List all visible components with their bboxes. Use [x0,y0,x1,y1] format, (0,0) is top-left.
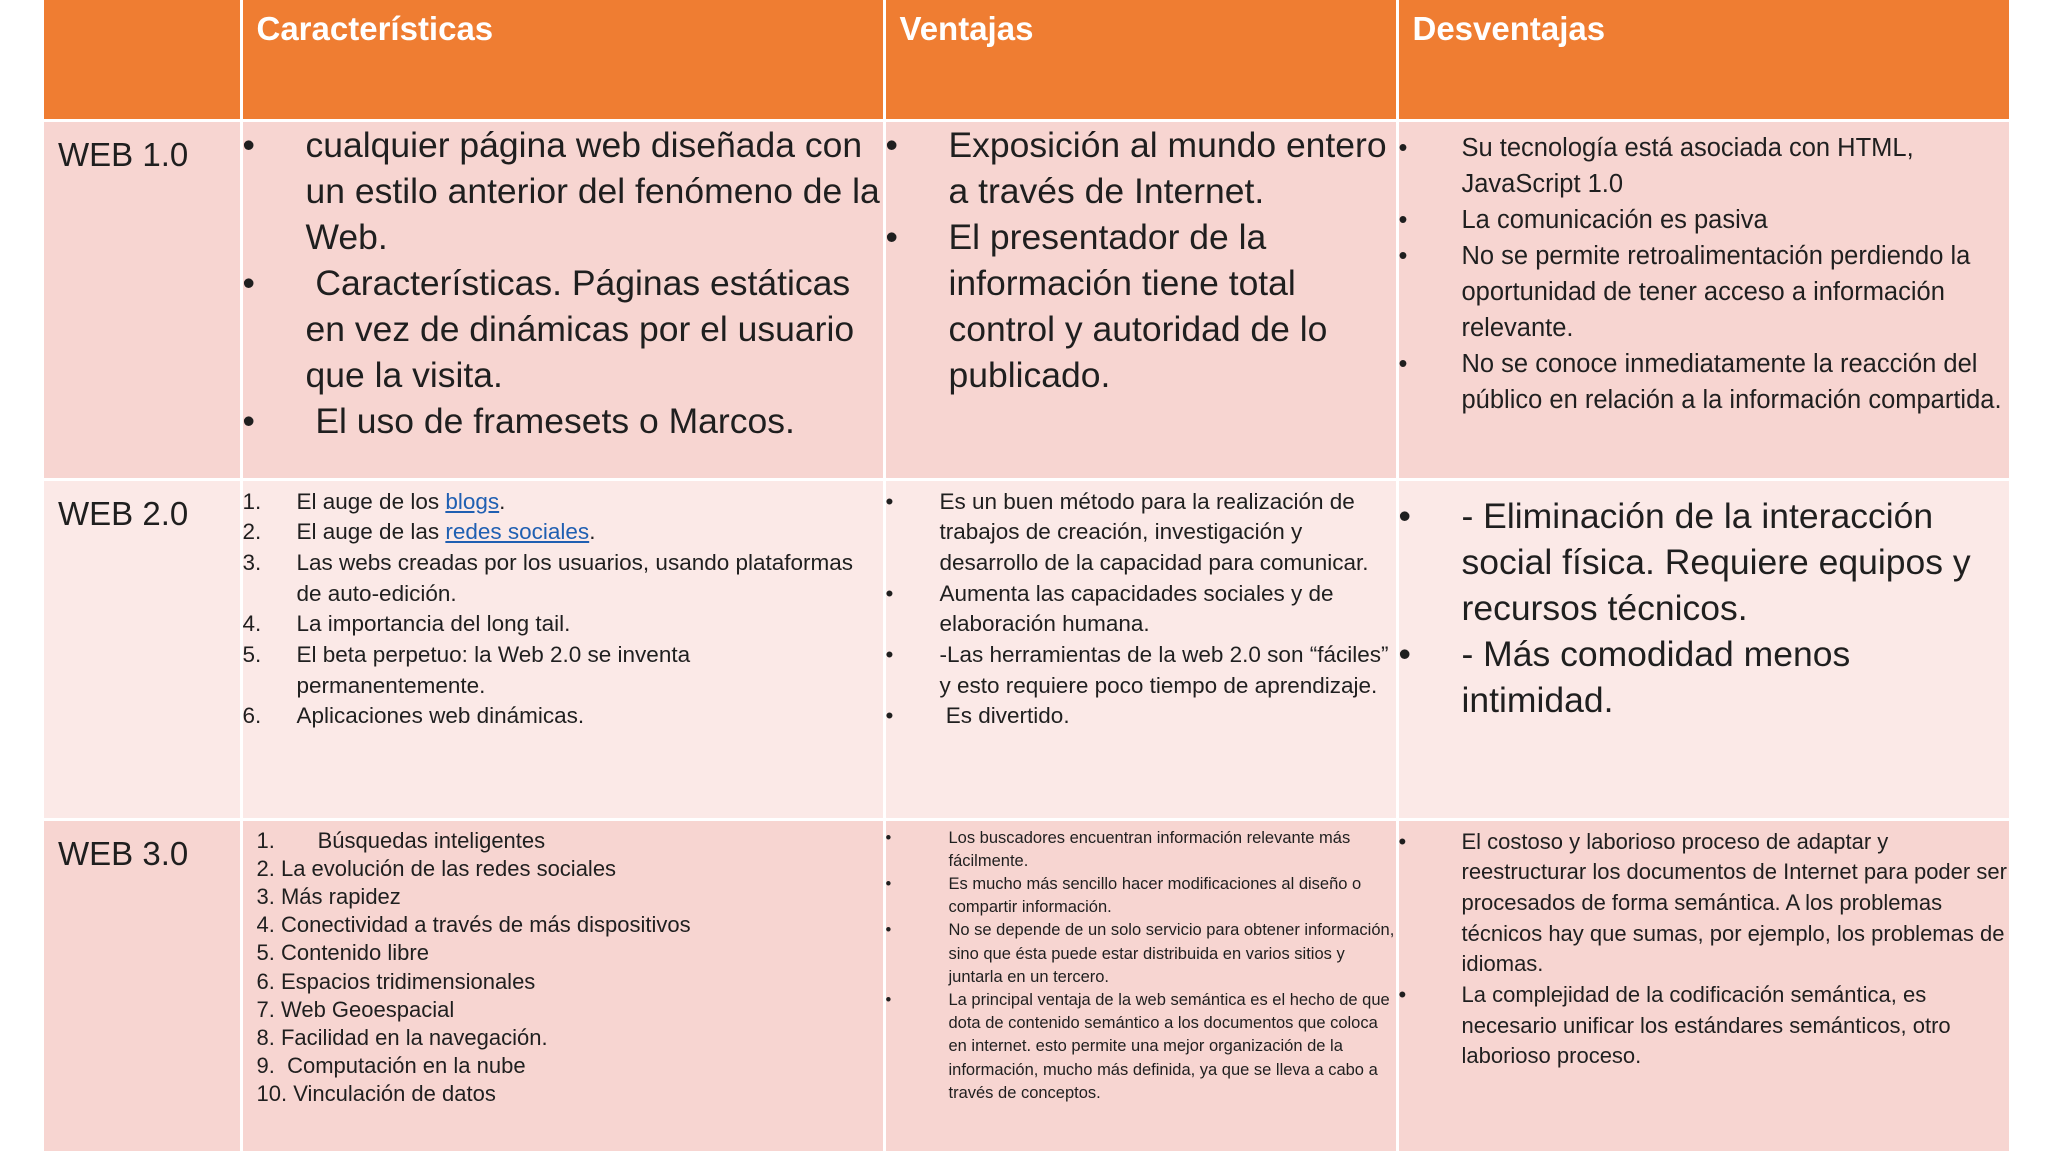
row-web-3 [44,819,2009,1152]
comparison-table [44,0,2009,1154]
bullet-marker: • [1398,133,1408,162]
list-item-text: El auge de los [296,488,446,514]
list-item [1399,130,2010,202]
bullet-marker: • [885,642,894,668]
list-item [886,827,1396,873]
list-item: 8. Facilidad en la navegación. [256,1024,548,1050]
list-web3-desventajas [1399,827,2010,1073]
list-item-text: Es mucho más sencillo hacer modificaciones al diseño o compartir información. [948,874,1362,917]
cell-web3-caracteristicas [241,819,884,1152]
list-item [1399,980,2010,1072]
bullet-marker: • [885,828,892,847]
list-item-text: El beta perpetuo: la Web 2.0 se inventa permanentemente. [296,642,691,698]
list-item-text: No se conoce inmediatamente la reacción del público en relación a la información compartida. [1461,349,2002,414]
list-item-text: La principal ventaja de la web semántica es el hecho de que dota de contenido semántico a los documentos que coloca en internet. esto permite una mejor organización de la información, mucho más definida, ya que se lleva a cabo a través de conceptos. [948,990,1390,1102]
list-item-text: cualquier página web diseñada con un estilo anterior del fenómeno de la Web. [305,124,880,257]
list-item [886,487,1396,579]
number-marker: 4. [242,611,262,637]
header-caracteristicas-label: Características [256,10,494,47]
row-label-cell-web-3 [44,819,241,1152]
header-row [44,0,2009,120]
list-item: 1. Búsquedas inteligentes [256,827,546,853]
list-item: 9. Computación en la nube [256,1053,526,1079]
list-item [886,214,1396,398]
header-corner-cell [44,0,241,120]
bullet-marker: • [242,262,255,303]
bullet-marker: • [1398,828,1407,854]
cell-web1-desventajas [1397,120,2009,479]
list-item [243,548,883,609]
row-label-cell-web-1 [44,120,241,479]
list-item-text: Aplicaciones web dinámicas. [296,703,585,729]
cell-web2-ventajas [884,479,1397,819]
list-web3-ventajas [886,827,1396,1105]
list-item-text: -Las herramientas de la web 2.0 son “fáciles” y esto requiere poco tiempo de aprendizaje. [939,642,1389,698]
bullet-marker: • [1398,982,1407,1008]
list-item-text: - Más comodidad menos intimidad. [1461,633,1851,720]
list-item-text: El costoso y laborioso proceso de adaptar y reestructurar los documentos de Internet para poder ser procesados de forma semántica. A los problemas técnicos hay que sumas, por ejemplo, los problemas de idiomas. [1461,828,2007,977]
row-web-1 [44,120,2009,479]
header-ventajas-label: Ventajas [899,10,1034,47]
list-item-text: No se depende de un solo servicio para obtener información, sino que ésta puede estar distribuida en varios sitios y juntarla en un tercero. [948,921,1395,986]
cell-web3-ventajas [884,819,1397,1152]
list-item-text: El uso de framesets o Marcos. [305,400,795,441]
header-ventajas [884,0,1397,120]
list-item-text: La importancia del long tail. [296,611,571,637]
list-web2-desventajas [1399,493,2010,723]
bullet-marker: • [885,874,892,893]
number-marker: 6. [242,703,262,729]
cell-web2-caracteristicas [241,479,884,819]
header-desventajas-label: Desventajas [1412,10,1606,47]
row-label-web-3: WEB 3.0 [58,834,189,872]
bullet-marker: • [885,703,894,729]
bullet-marker: • [1398,205,1408,234]
list-item [243,609,883,640]
list-web1-ventajas [886,122,1396,398]
row-label-cell-web-2 [44,479,241,819]
list-item: 4. Conectividad a través de más dispositivos [256,912,691,938]
list-item [243,487,883,518]
list-item [243,701,883,732]
list-item-text: La comunicación es pasiva [1461,205,1768,234]
list-item [243,640,883,701]
cell-web1-caracteristicas [241,120,884,479]
list-item [886,640,1396,701]
list-item [886,989,1396,1105]
list-item [243,260,883,398]
list-item: 5. Contenido libre [256,940,429,966]
list-item-text: Su tecnología está asociada con HTML, JavaScript 1.0 [1461,133,1914,198]
blogs-link[interactable]: blogs [445,488,500,514]
list-item [1399,202,2010,238]
list-item-text: No se permite retroalimentación perdiendo la oportunidad de tener acceso a información relevante. [1461,241,1971,342]
list-web3-caracteristicas-body [243,827,883,1109]
bullet-marker: • [1398,241,1408,270]
cell-web2-desventajas [1397,479,2009,819]
cell-web1-ventajas [884,120,1397,479]
redes-sociales-link[interactable]: redes sociales [445,519,590,545]
row-label-web-1: WEB 1.0 [58,135,189,173]
list-item-text: - Eliminación de la interacción social física. Requiere equipos y recursos técnicos. [1461,495,1971,628]
list-item: 7. Web Geoespacial [256,996,455,1022]
bullet-marker: • [1398,495,1411,536]
bullet-marker: • [242,400,255,441]
bullet-marker: • [885,990,892,1009]
bullet-marker: • [885,580,894,606]
header-desventajas [1397,0,2009,120]
list-item-text: El presentador de la información tiene total control y autoridad de lo publicado. [948,216,1328,395]
cell-web3-desventajas [1397,819,2009,1152]
list-item [1399,827,2010,981]
list-item: 2. La evolución de las redes sociales [256,855,617,881]
list-item-text: El auge de las [296,519,446,545]
list-item [243,122,883,260]
list-item [1399,631,2010,723]
list-item [1399,346,2010,418]
list-item [886,919,1396,989]
bullet-marker: • [1398,349,1408,378]
list-item: 3. Más rapidez [256,883,401,909]
list-item-text: Exposición al mundo entero a través de Internet. [948,124,1387,211]
list-item [886,122,1396,214]
bullet-marker: • [885,216,898,257]
bullet-marker: • [885,921,892,940]
bullet-marker: • [242,124,255,165]
list-item [243,398,883,444]
list-item [243,517,883,548]
list-item [886,579,1396,640]
list-web1-desventajas [1399,130,2010,418]
list-item-text: . [499,488,506,514]
list-item [1399,238,2010,346]
number-marker: 1. [242,488,262,514]
bullet-marker: • [885,488,894,514]
list-item: 6. Espacios tridimensionales [256,968,536,994]
list-web2-ventajas [886,487,1396,733]
list-item-text: Características. Páginas estáticas en vez de dinámicas por el usuario que la visita. [305,262,864,395]
list-item [1399,493,2010,631]
number-marker: 2. [242,519,262,545]
list-item [886,873,1396,919]
list-item [886,701,1396,732]
row-label-web-2: WEB 2.0 [58,494,189,532]
row-web-2 [44,479,2009,819]
list-item-text: Es un buen método para la realización de trabajos de creación, investigación y desarrollo de la capacidad para comunicar. [939,488,1369,575]
list-item-text: La complejidad de la codificación semántica, es necesario unificar los estándares semánticos, otro laborioso proceso. [1461,982,1951,1069]
list-item-text: Aumenta las capacidades sociales y de elaboración humana. [939,580,1334,637]
header-caracteristicas [241,0,884,120]
list-item: 10. Vinculación de datos [256,1081,496,1107]
list-web2-caracteristicas [243,487,883,733]
number-marker: 5. [242,642,262,668]
list-web1-caracteristicas [243,122,883,444]
list-item-text: Los buscadores encuentran información relevante más fácilmente. [948,828,1351,870]
list-item-text: Es divertido. [939,703,1070,729]
bullet-marker: • [1398,633,1411,674]
list-item-text: Las webs creadas por los usuarios, usando plataformas de auto-edición. [296,549,854,606]
list-item-text: . [589,519,596,545]
bullet-marker: • [885,124,898,165]
number-marker: 3. [242,549,262,575]
